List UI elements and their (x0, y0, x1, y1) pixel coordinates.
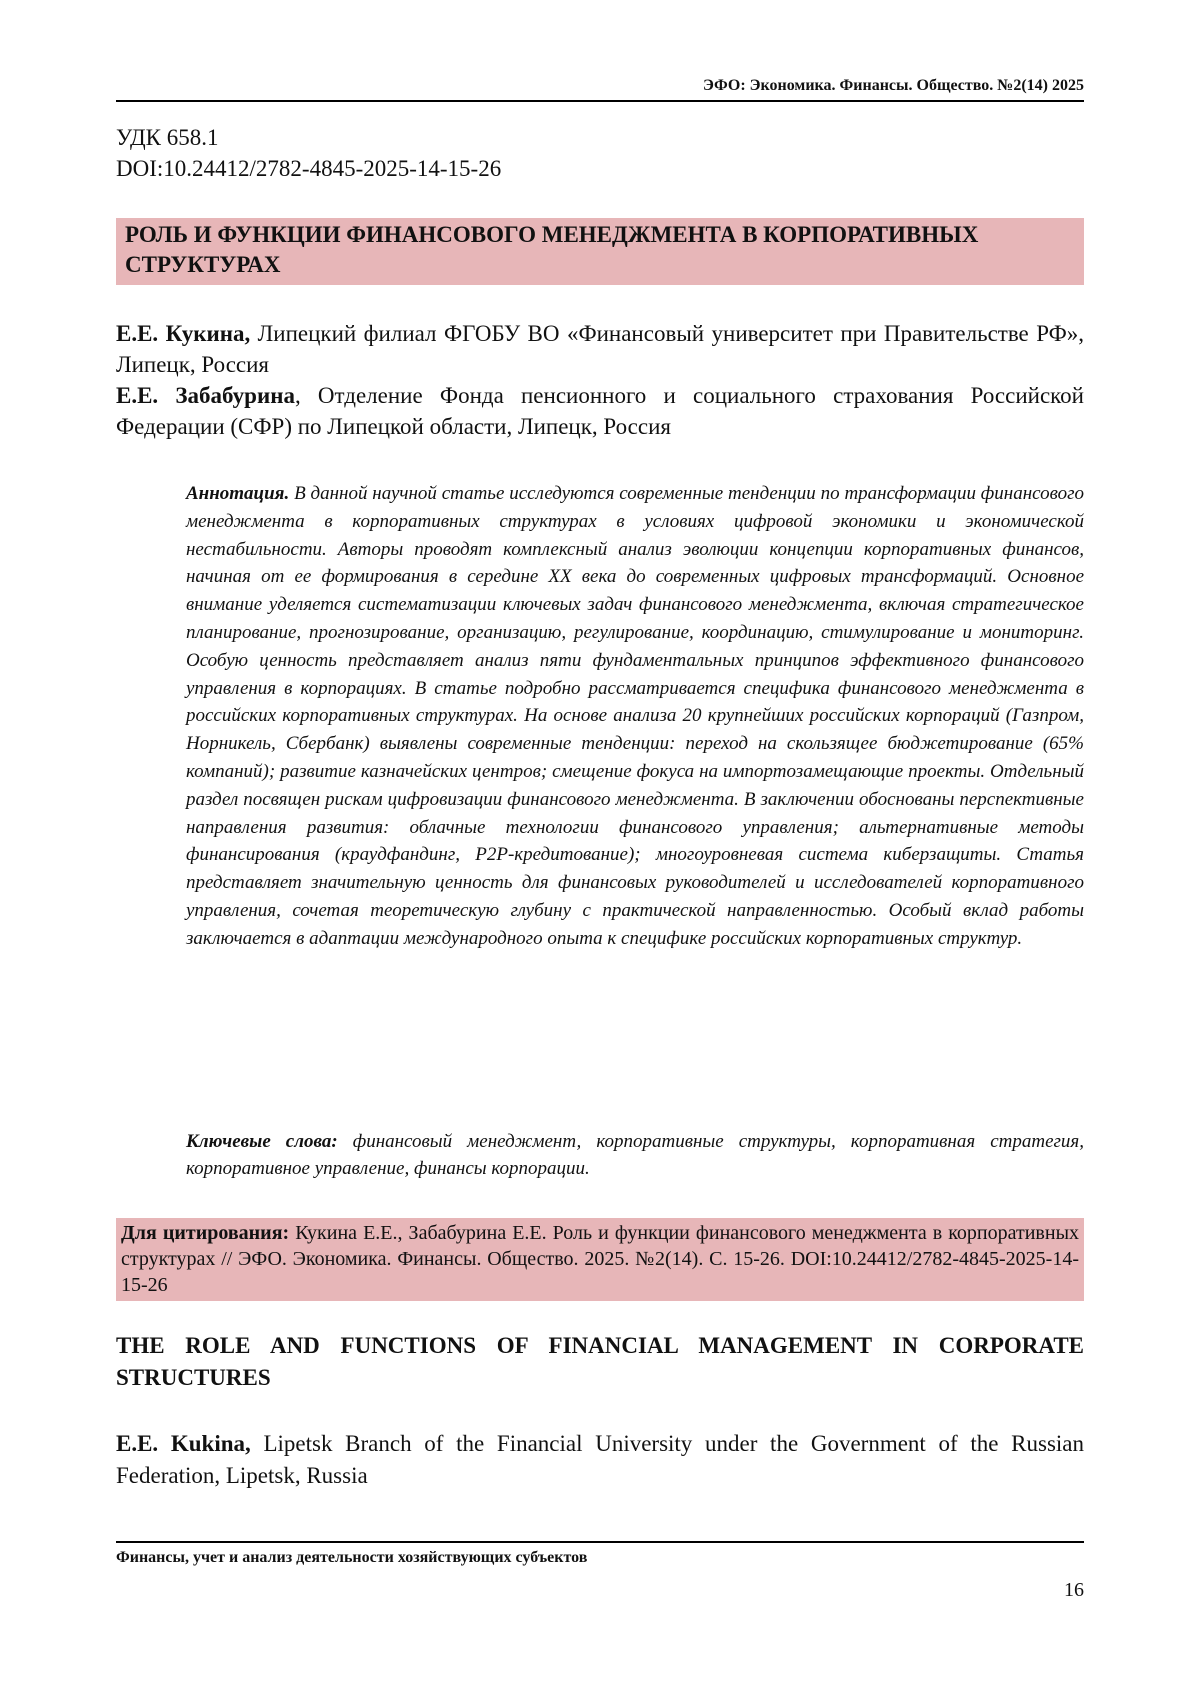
keywords-text: финансовый менеджмент, корпоративные структуры, корпоративная стратегия, корпоративное управление, финансы корпорации. (186, 1131, 1084, 1179)
running-header: ЭФО: Экономика. Финансы. Общество. №2(14) 2025 (116, 76, 1084, 96)
author-affiliation: , Отделение Фонда пенсионного и социального страхования Российской Федерации (СФР) по Липецкой области, Липецк, Россия (116, 383, 1084, 439)
article-title-en-text: THE ROLE AND FUNCTIONS OF FINANCIAL MANAGEMENT IN CORPORATE STRUCTURES (116, 1330, 1084, 1394)
article-meta (116, 122, 501, 184)
article-title-ru: РОЛЬ И ФУНКЦИИ ФИНАНСОВОГО МЕНЕДЖМЕНТА В КОРПОРАТИВНЫХ СТРУКТУРАХ (116, 218, 1084, 285)
footer-rule (116, 1541, 1084, 1543)
author-entry (116, 380, 1084, 442)
keywords-label: Ключевые слова: (186, 1131, 338, 1152)
abstract-label: Аннотация. (186, 483, 289, 504)
author-name: Е.Е. Забабурина (116, 383, 295, 408)
citation-text: Кукина Е.Е., Забабурина Е.Е. Роль и функции финансового менеджмента в корпоративных структурах // ЭФО. Экономика. Финансы. Общество. 2025. №2(14). С. 15-26. DOI:10.24412/2782-4845-2025-14-15-26 (121, 1222, 1079, 1296)
footer-section-title: Финансы, учет и анализ деятельности хозяйствующих субъектов (116, 1548, 587, 1568)
author-name: Е.Е. Кукина, (116, 321, 250, 346)
abstract-text: В данной научной статье исследуются современные тенденции по трансформации финансового менеджмента в корпоративных структурах в условиях цифровой экономики и экономической нестабильности. Авторы проводят комплексный анализ эволюции концепции корпоративных финансов, начиная от ее формирования в середине XX века до современных цифровых трансформаций. Основное внимание уделяется систематизации ключевых задач финансового менеджмента, включая стратегическое планирование, прогнозирование, организацию, регулирование, координацию, стимулирование и мониторинг. Особую ценность представляет анализ пяти фундаментальных принципов эффективного финансового управления в корпорациях. В статье подробно рассматривается специфика финансового менеджмента в российских корпоративных структурах. На основе анализа 20 крупнейших российских корпораций (Газпром, Норникель, Сбербанк) выявлены современные тенденции: переход на скользящее бюджетирование (65% компаний); развитие казначейских центров; смещение фокуса на импортозамещающие проекты. Отдельный раздел посвящен рискам цифровизации финансового менеджмента. В заключении обоснованы перспективные направления развития: облачные технологии финансового управления; альтернативные методы финансирования (краудфандинг, P2P-кредитование); многоуровневая система киберзащиты. Статья представляет значительную ценность для финансовых руководителей и исследователей корпоративного управления, сочетая теоретическую глубину с практической направленностью. Особый вклад работы заключается в адаптации международного опыта к специфике российских корпоративных структур. (186, 483, 1084, 949)
article-title-en (116, 1330, 1084, 1394)
citation-box (116, 1218, 1084, 1301)
citation-label: Для цитирования: (121, 1222, 289, 1244)
author-affiliation: Липецкий филиал ФГОБУ ВО «Финансовый университет при Правительстве РФ», Липецк, Россия (116, 321, 1084, 377)
abstract (186, 480, 1084, 953)
author-entry (116, 1428, 1084, 1492)
author-name: E.E. Kukina, (116, 1431, 251, 1456)
authors-ru (116, 318, 1084, 442)
page-number: 16 (1064, 1578, 1084, 1602)
keywords (186, 1128, 1084, 1182)
authors-en (116, 1428, 1084, 1492)
header-rule (116, 100, 1084, 102)
author-affiliation: Lipetsk Branch of the Financial University under the Government of the Russian Federation, Lipetsk, Russia (116, 1431, 1084, 1488)
udk-code: УДК 658.1 (116, 122, 501, 153)
doi: DOI:10.24412/2782-4845-2025-14-15-26 (116, 153, 501, 184)
author-entry (116, 318, 1084, 380)
